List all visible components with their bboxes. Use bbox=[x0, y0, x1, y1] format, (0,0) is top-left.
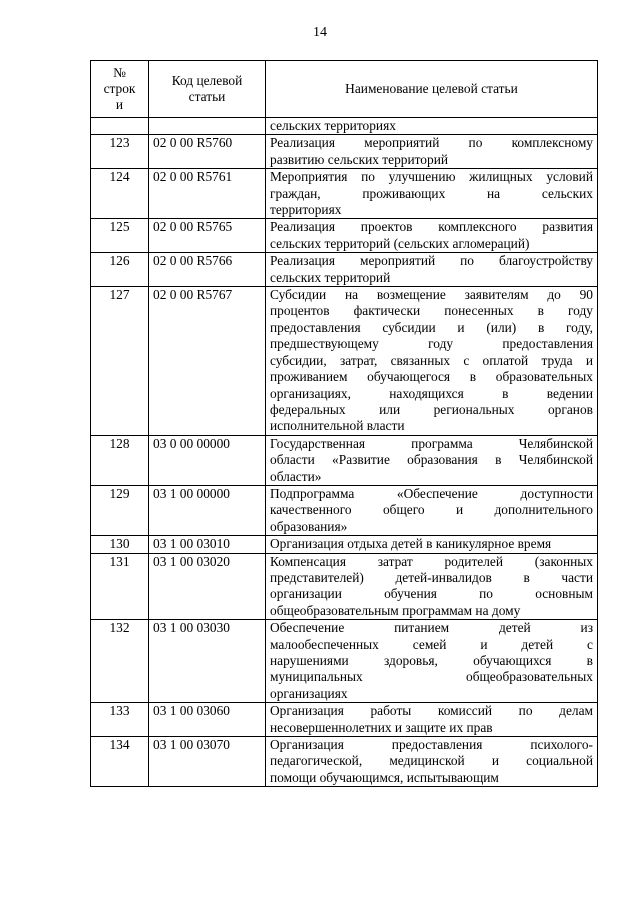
name-line: общеобразовательным программам на дому bbox=[270, 602, 521, 618]
name-line: субсидии, затрат, связанных с оплатой труда и bbox=[270, 352, 593, 368]
target-article-code: 02 0 00 R5765 bbox=[149, 219, 266, 253]
table-row bbox=[91, 703, 598, 737]
row-number: 130 bbox=[91, 536, 149, 553]
target-article-code: 03 1 00 03070 bbox=[149, 737, 266, 787]
name-line: качественного общего и дополнительного bbox=[270, 502, 593, 518]
name-line: Подпрограмма «Обеспечение доступности bbox=[270, 485, 593, 501]
target-article-name bbox=[266, 553, 598, 620]
target-article-name bbox=[266, 703, 598, 737]
name-line: педагогической, медицинской и социальной bbox=[270, 753, 593, 769]
target-article-name bbox=[266, 135, 598, 169]
name-line: Государственная программа Челябинской bbox=[270, 435, 593, 451]
row-number: 134 bbox=[91, 737, 149, 787]
header-code-line: статьи bbox=[188, 89, 226, 104]
table-row bbox=[91, 485, 598, 535]
name-line: сельских территорий (сельских агломераций) bbox=[270, 235, 530, 251]
table-row bbox=[91, 135, 598, 169]
target-articles-table bbox=[90, 60, 598, 787]
target-article-code: 02 0 00 R5766 bbox=[149, 253, 266, 287]
table-row bbox=[91, 737, 598, 787]
name-line: Обеспечение питанием детей из bbox=[270, 620, 593, 636]
target-article-name bbox=[266, 485, 598, 535]
target-article-code: 02 0 00 R5767 bbox=[149, 287, 266, 436]
table-row bbox=[91, 287, 598, 436]
target-article-code bbox=[149, 118, 266, 135]
name-line: организациях bbox=[270, 685, 348, 701]
header-num-line: строк bbox=[103, 81, 136, 96]
header-num-line: № bbox=[113, 65, 126, 80]
name-line: области» bbox=[270, 468, 322, 484]
target-article-code: 03 0 00 00000 bbox=[149, 435, 266, 485]
target-article-code: 03 1 00 03060 bbox=[149, 703, 266, 737]
header-code bbox=[149, 61, 266, 118]
header-code-line: Код целевой bbox=[171, 73, 243, 88]
name-line: Организация предоставления психолого- bbox=[270, 737, 593, 753]
name-line: федеральных или региональных органов bbox=[270, 401, 593, 417]
name-line: области «Развитие образования в Челябинской bbox=[270, 452, 593, 468]
row-number: 127 bbox=[91, 287, 149, 436]
row-number: 129 bbox=[91, 485, 149, 535]
target-article-name bbox=[266, 737, 598, 787]
target-article-code: 02 0 00 R5760 bbox=[149, 135, 266, 169]
page-number: 14 bbox=[313, 25, 327, 40]
name-line: территориях bbox=[270, 202, 342, 218]
target-article-name bbox=[266, 620, 598, 703]
row-number: 125 bbox=[91, 219, 149, 253]
target-article-code: 03 1 00 00000 bbox=[149, 485, 266, 535]
name-line: исполнительной власти bbox=[270, 418, 405, 434]
name-line: Реализация мероприятий по благоустройству bbox=[270, 253, 593, 269]
target-article-name bbox=[266, 118, 598, 135]
target-article-code: 02 0 00 R5761 bbox=[149, 169, 266, 219]
name-line: Субсидии на возмещение заявителям до 90 bbox=[270, 287, 593, 303]
row-number bbox=[91, 118, 149, 135]
name-line: проживанием обучающегося в образовательных bbox=[270, 369, 593, 385]
name-line: Организация работы комиссий по делам bbox=[270, 703, 593, 719]
name-line: предоставления субсидии и (или) в году, bbox=[270, 319, 593, 335]
table-row bbox=[91, 118, 598, 135]
header-num-line: и bbox=[115, 97, 124, 112]
name-line: организациях, находящихся в ведении bbox=[270, 385, 593, 401]
name-line: сельских территориях bbox=[270, 118, 396, 133]
table-header-row bbox=[91, 61, 598, 118]
name-line: организации обучения по основным bbox=[270, 586, 593, 602]
target-article-code: 03 1 00 03030 bbox=[149, 620, 266, 703]
header-row-number bbox=[91, 61, 149, 118]
name-line: несовершеннолетних и защите их прав bbox=[270, 719, 493, 735]
table-row bbox=[91, 536, 598, 553]
name-line: образования» bbox=[270, 518, 348, 534]
name-line: граждан, проживающих на сельских bbox=[270, 185, 593, 201]
table-row bbox=[91, 435, 598, 485]
target-article-name bbox=[266, 287, 598, 436]
name-line: нарушениями здоровья, обучающихся в bbox=[270, 653, 593, 668]
target-article-code: 03 1 00 03020 bbox=[149, 553, 266, 620]
name-line: Мероприятия по улучшению жилищных условий bbox=[270, 169, 593, 185]
row-number: 124 bbox=[91, 169, 149, 219]
name-line: муниципальных общеобразовательных bbox=[270, 669, 593, 685]
name-line: малообеспеченных семей и детей с bbox=[270, 636, 593, 652]
row-number: 133 bbox=[91, 703, 149, 737]
table-row bbox=[91, 553, 598, 620]
name-line: представителей) детей-инвалидов в части bbox=[270, 569, 593, 585]
target-article-name bbox=[266, 253, 598, 287]
table-row bbox=[91, 169, 598, 219]
name-line: сельских территорий bbox=[270, 269, 391, 285]
name-line: Реализация проектов комплексного развития bbox=[270, 219, 593, 235]
name-line: помощи обучающимся, испытывающим bbox=[270, 769, 499, 785]
table-row bbox=[91, 253, 598, 287]
name-line: предшествующему году предоставления bbox=[270, 336, 593, 352]
target-article-name bbox=[266, 435, 598, 485]
target-article-name bbox=[266, 536, 598, 553]
header-name: Наименование целевой статьи bbox=[266, 61, 598, 118]
target-article-code: 03 1 00 03010 bbox=[149, 536, 266, 553]
name-line: Реализация мероприятий по комплексному bbox=[270, 135, 593, 151]
table-row bbox=[91, 219, 598, 253]
target-article-name bbox=[266, 169, 598, 219]
row-number: 126 bbox=[91, 253, 149, 287]
target-article-name bbox=[266, 219, 598, 253]
row-number: 128 bbox=[91, 435, 149, 485]
name-line: процентов фактически понесенных в году bbox=[270, 303, 593, 319]
name-line: развитию сельских территорий bbox=[270, 151, 449, 167]
row-number: 131 bbox=[91, 553, 149, 620]
table-row bbox=[91, 620, 598, 703]
name-line: Организация отдыха детей в каникулярное время bbox=[270, 536, 552, 552]
row-number: 132 bbox=[91, 620, 149, 703]
name-line: Компенсация затрат родителей (законных bbox=[270, 553, 593, 569]
row-number: 123 bbox=[91, 135, 149, 169]
